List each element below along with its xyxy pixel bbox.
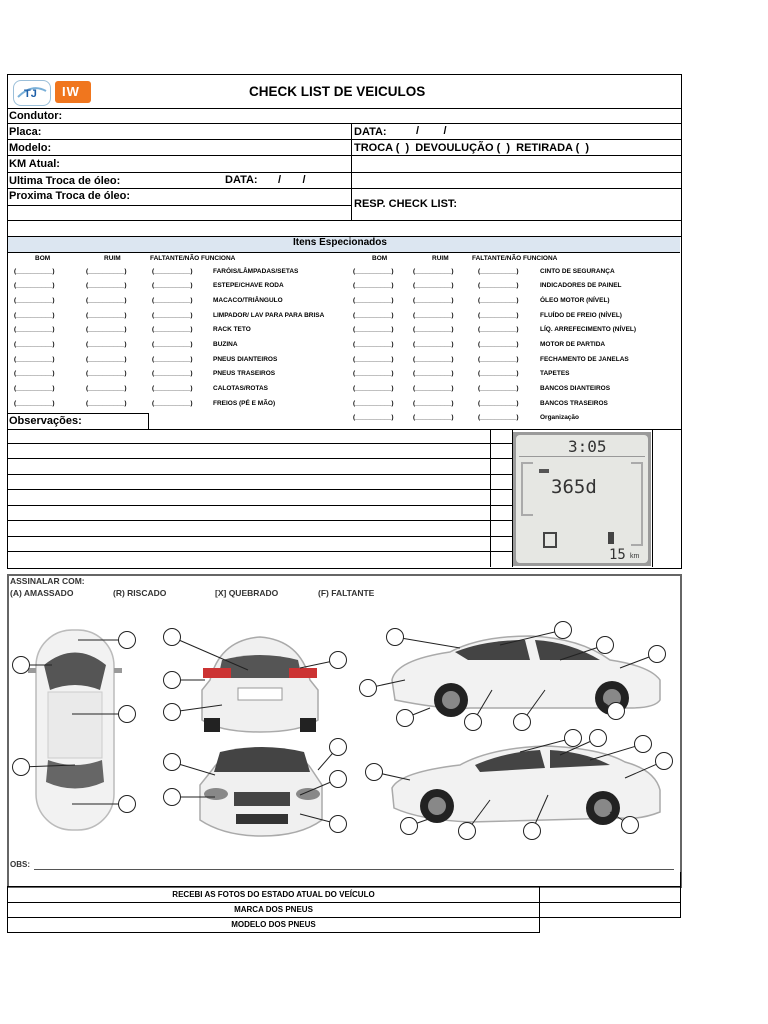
footer-modelo-pneus: MODELO DOS PNEUS — [231, 920, 316, 929]
blank-bom-right[interactable]: (__________) — [353, 312, 394, 319]
blank-ruim-right[interactable]: (__________) — [413, 385, 454, 392]
damage-callout-circle[interactable] — [555, 622, 572, 639]
blank-faltante-left[interactable]: (__________) — [152, 326, 193, 333]
car-front-view — [200, 747, 322, 836]
logo-tj-text: TJ — [24, 88, 37, 100]
damage-callout-circle[interactable] — [608, 703, 625, 720]
ultima-troca-label: Ultima Troca de óleo: — [9, 175, 121, 187]
item-right-label: ÓLEO MOTOR (NÍVEL) — [540, 297, 610, 304]
blank-bom-left[interactable]: (__________) — [14, 268, 55, 275]
blank-ruim-right[interactable]: (__________) — [413, 268, 454, 275]
blank-faltante-right[interactable]: (__________) — [478, 297, 519, 304]
car-top-view — [28, 630, 122, 830]
col-faltante-right: FALTANTE/NÃO FUNCIONA — [472, 255, 558, 262]
damage-callout-circle[interactable] — [465, 714, 482, 731]
blank-bom-left[interactable]: (__________) — [14, 312, 55, 319]
blank-bom-left[interactable]: (__________) — [14, 326, 55, 333]
car-three-quarter-view — [392, 746, 660, 825]
blank-faltante-left[interactable]: (__________) — [152, 297, 193, 304]
damage-callout-circle[interactable] — [119, 706, 136, 723]
blank-faltante-left[interactable]: (__________) — [152, 282, 193, 289]
blank-ruim-left[interactable]: (__________) — [86, 356, 127, 363]
legend-title: ASSINALAR COM: — [10, 576, 85, 586]
damage-callout-circle[interactable] — [360, 680, 377, 697]
blank-bom-right[interactable]: (__________) — [353, 282, 394, 289]
damage-callout-circle[interactable] — [565, 730, 582, 747]
blank-ruim-left[interactable]: (__________) — [86, 370, 127, 377]
damage-callout-circle[interactable] — [635, 736, 652, 753]
col-bom-right: BOM — [372, 255, 388, 262]
col-ruim-left: RUIM — [104, 255, 121, 262]
blank-bom-left[interactable]: (__________) — [14, 356, 55, 363]
condutor-label: Condutor: — [9, 110, 63, 122]
blank-bom-right[interactable]: (__________) — [353, 370, 394, 377]
logo-iw-text: IW — [62, 84, 80, 99]
blank-faltante-right[interactable]: (__________) — [478, 326, 519, 333]
item-right-label: MOTOR DE PARTIDA — [540, 341, 606, 348]
blank-faltante-left[interactable]: (__________) — [152, 400, 193, 407]
damage-callout-circle[interactable] — [590, 730, 607, 747]
blank-faltante-right[interactable]: (__________) — [478, 341, 519, 348]
item-right-label: FECHAMENTO DE JANELAS — [540, 356, 629, 363]
damage-callout-circle[interactable] — [119, 632, 136, 649]
blank-ruim-right[interactable]: (__________) — [413, 341, 454, 348]
blank-ruim-right[interactable]: (__________) — [413, 400, 454, 407]
col-bom-left: BOM — [35, 255, 51, 262]
damage-callout-circle[interactable] — [164, 789, 181, 806]
blank-bom-right[interactable]: (__________) — [353, 268, 394, 275]
blank-faltante-left[interactable]: (__________) — [152, 312, 193, 319]
legend-riscado: (R) RISCADO — [113, 588, 167, 598]
ultima-data-slashes: / / — [278, 174, 306, 186]
blank-bom-right[interactable]: (__________) — [353, 385, 394, 392]
tipo-checklist[interactable]: TROCA ( ) DEVOULUÇÃO ( ) RETIRADA ( ) — [354, 142, 590, 154]
col-ruim-right: RUIM — [432, 255, 449, 262]
damage-callout-circle[interactable] — [164, 704, 181, 721]
blank-ruim-right[interactable]: (__________) — [413, 370, 454, 377]
blank-ruim-left[interactable]: (__________) — [86, 385, 127, 392]
dashboard-unit: km — [630, 553, 640, 560]
blank-ruim-left[interactable]: (__________) — [86, 268, 127, 275]
item-left-label: FARÓIS/LÂMPADAS/SETAS — [213, 268, 299, 275]
km-label: KM Atual: — [9, 158, 60, 170]
damage-callout-circle[interactable] — [330, 652, 347, 669]
item-left-label: CALOTAS/ROTAS — [213, 385, 269, 392]
dashboard-bottom-readout: 15 — [609, 547, 626, 563]
item-left-label: RACK TETO — [213, 326, 251, 333]
blank-faltante-right[interactable]: (__________) — [478, 400, 519, 407]
blank-ruim-left[interactable]: (__________) — [86, 400, 127, 407]
damage-callout-circle[interactable] — [387, 629, 404, 646]
item-left-label: PNEUS DIANTEIROS — [213, 356, 278, 363]
blank-faltante-right[interactable]: (__________) — [478, 282, 519, 289]
damage-callout-circle[interactable] — [13, 759, 30, 776]
damage-callout-circle[interactable] — [13, 657, 30, 674]
blank-bom-right[interactable]: (__________) — [353, 341, 394, 348]
damage-callout-circle[interactable] — [330, 739, 347, 756]
blank-bom-left[interactable]: (__________) — [14, 297, 55, 304]
blank-bom-left[interactable]: (__________) — [14, 370, 55, 377]
damage-callout-circle[interactable] — [524, 823, 541, 840]
data-slashes: / / — [416, 125, 447, 137]
item-right-label: BANCOS DIANTEIROS — [540, 385, 611, 392]
blank-bom-right[interactable]: (__________) — [353, 414, 394, 421]
col-faltante-left: FALTANTE/NÃO FUNCIONA — [150, 255, 236, 262]
blank-ruim-left[interactable]: (__________) — [86, 297, 127, 304]
section-title: Itens Especionados — [293, 237, 387, 248]
damage-callout-circle[interactable] — [597, 637, 614, 654]
blank-faltante-right[interactable]: (__________) — [478, 312, 519, 319]
item-right-label: INDICADORES DE PAINEL — [540, 282, 622, 289]
item-right-label: BANCOS TRASEIROS — [540, 400, 608, 407]
legend-amassado: (A) AMASSADO — [10, 588, 74, 598]
blank-faltante-left[interactable]: (__________) — [152, 370, 193, 377]
damage-callout-circle[interactable] — [366, 764, 383, 781]
data-label: DATA: — [354, 126, 387, 138]
legend-faltante: (F) FALTANTE — [318, 588, 375, 598]
damage-callout-circle[interactable] — [459, 823, 476, 840]
item-left-label: LIMPADOR/ LAV PARA PARA BRISA — [213, 312, 325, 319]
blank-bom-left[interactable]: (__________) — [14, 385, 55, 392]
ultima-data-label: DATA: — [225, 174, 258, 186]
item-right-label: Organização — [540, 414, 580, 421]
blank-bom-left[interactable]: (__________) — [14, 282, 55, 289]
item-right-label: FLUÍDO DE FREIO (NÍVEL) — [540, 312, 622, 319]
blank-ruim-right[interactable]: (__________) — [413, 326, 454, 333]
blank-faltante-left[interactable]: (__________) — [152, 341, 193, 348]
damage-callout-circle[interactable] — [164, 672, 181, 689]
item-left-label: MACACO/TRIÂNGULO — [213, 297, 283, 304]
blank-ruim-right[interactable]: (__________) — [413, 282, 454, 289]
obs-label: OBS: — [10, 860, 30, 869]
item-left-label: PNEUS TRASEIROS — [213, 370, 276, 377]
blank-ruim-left[interactable]: (__________) — [86, 326, 127, 333]
item-right-label: TAPETES — [540, 370, 570, 377]
placa-label: Placa: — [9, 126, 42, 138]
damage-callout-circle[interactable] — [514, 714, 531, 731]
blank-faltante-left[interactable]: (__________) — [152, 268, 193, 275]
blank-bom-right[interactable]: (__________) — [353, 326, 394, 333]
legend-quebrado: [X] QUEBRADO — [215, 588, 279, 598]
resp-check-list-label: RESP. CHECK LIST: — [354, 198, 458, 210]
modelo-label: Modelo: — [9, 142, 52, 154]
damage-callout-circle[interactable] — [330, 816, 347, 833]
damage-callout-circle[interactable] — [397, 710, 414, 727]
dashboard-top-readout: 3:05 — [568, 437, 607, 456]
damage-callout-circle[interactable] — [164, 754, 181, 771]
damage-callout-circle[interactable] — [119, 796, 136, 813]
item-right-label: CINTO DE SEGURANÇA — [540, 268, 615, 275]
damage-callout-circle[interactable] — [164, 629, 181, 646]
item-left-label: ESTEPE/CHAVE RODA — [213, 282, 284, 289]
blank-ruim-right[interactable]: (__________) — [413, 356, 454, 363]
blank-faltante-right[interactable]: (__________) — [478, 414, 519, 421]
blank-bom-right[interactable]: (__________) — [353, 400, 394, 407]
dashboard-mid-readout: 365d — [551, 476, 597, 498]
blank-faltante-left[interactable]: (__________) — [152, 356, 193, 363]
damage-callout-circle[interactable] — [649, 646, 666, 663]
blank-bom-right[interactable]: (__________) — [353, 356, 394, 363]
blank-faltante-right[interactable]: (__________) — [478, 356, 519, 363]
blank-ruim-left[interactable]: (__________) — [86, 282, 127, 289]
damage-callout-circle[interactable] — [401, 818, 418, 835]
blank-ruim-left[interactable]: (__________) — [86, 312, 127, 319]
callout-leader — [395, 637, 460, 648]
blank-bom-left[interactable]: (__________) — [14, 400, 55, 407]
blank-bom-left[interactable]: (__________) — [14, 341, 55, 348]
damage-callout-circle[interactable] — [656, 753, 673, 770]
item-left-label: BUZINA — [213, 341, 238, 348]
blank-faltante-left[interactable]: (__________) — [152, 385, 193, 392]
blank-ruim-right[interactable]: (__________) — [413, 414, 454, 421]
proxima-troca-label: Proxima Troca de óleo: — [9, 190, 131, 202]
damage-callout-circle[interactable] — [622, 817, 639, 834]
blank-ruim-right[interactable]: (__________) — [413, 297, 454, 304]
damage-callout-circle[interactable] — [330, 771, 347, 788]
blank-ruim-left[interactable]: (__________) — [86, 341, 127, 348]
observacoes-label: Observações: — [9, 415, 82, 427]
car-rear-view — [202, 637, 318, 732]
blank-bom-right[interactable]: (__________) — [353, 297, 394, 304]
item-right-label: LÍQ. ARREFECIMENTO (NÍVEL) — [540, 326, 637, 333]
blank-faltante-right[interactable]: (__________) — [478, 370, 519, 377]
form-title: CHECK LIST DE VEICULOS — [249, 84, 426, 99]
blank-faltante-right[interactable]: (__________) — [478, 268, 519, 275]
item-left-label: FREIOS (PÉ E MÃO) — [213, 400, 276, 407]
blank-faltante-right[interactable]: (__________) — [478, 385, 519, 392]
footer-recebi-fotos: RECEBI AS FOTOS DO ESTADO ATUAL DO VEÍCULO — [172, 890, 375, 899]
footer-marca-pneus: MARCA DOS PNEUS — [234, 905, 313, 914]
blank-ruim-right[interactable]: (__________) — [413, 312, 454, 319]
